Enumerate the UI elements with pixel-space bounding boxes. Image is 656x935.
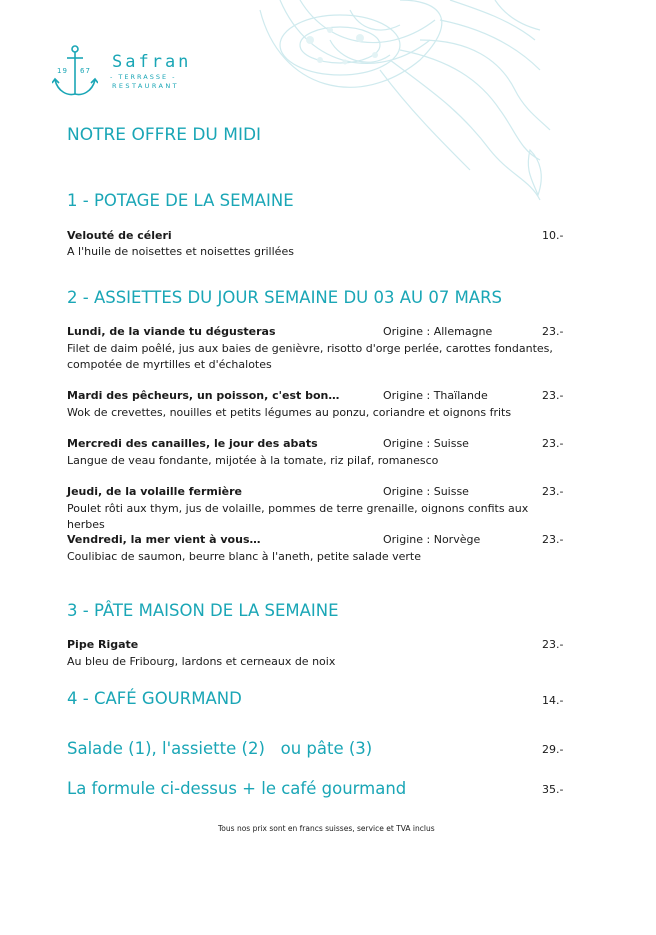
price-monday: 23.-	[542, 325, 564, 338]
dish-name-tuesday: Mardi des pêcheurs, un poisson, c'est bon…	[67, 389, 340, 402]
dish-name-wednesday: Mercredi des canailles, le jour des abats	[67, 437, 318, 450]
price-footnote: Tous nos prix sont en francs suisses, service et TVA inclus	[218, 824, 435, 833]
dish-desc-soup: A l'huile de noisettes et noisettes grillées	[67, 245, 294, 258]
dish-name-soup: Velouté de céleri	[67, 229, 172, 242]
section-title-daily-plates: 2 - ASSIETTES DU JOUR SEMAINE DU 03 AU 07 MARS	[67, 288, 503, 307]
origin-wednesday: Origine : Suisse	[383, 437, 469, 450]
origin-thursday: Origine : Suisse	[383, 485, 469, 498]
logo-year-left: 19	[57, 67, 68, 75]
dish-name-thursday: Jeudi, de la volaille fermière	[67, 485, 242, 498]
formula-menu: Salade (1), l'assiette (2) ou pâte (3)	[67, 739, 373, 758]
dish-desc-tuesday: Wok de crevettes, nouilles et petits légumes au ponzu, coriandre et oignons frits	[67, 406, 512, 419]
price-thursday: 23.-	[542, 485, 564, 498]
price-wednesday: 23.-	[542, 437, 564, 450]
logo-name: Safran	[112, 52, 192, 72]
formula-menu-with-coffee: La formule ci-dessus + le café gourmand	[67, 779, 407, 798]
dish-desc-monday: Filet de daim poêlé, jus aux baies de genièvre, risotto d'orge perlée, carottes fondantes, compotée de myrtilles et d'échalotes	[67, 342, 553, 371]
price-formula-menu: 29.-	[542, 743, 564, 756]
dish-desc-wednesday: Langue de veau fondante, mijotée à la tomate, riz pilaf, romanesco	[67, 454, 439, 467]
price-tuesday: 23.-	[542, 389, 564, 402]
dish-desc-friday: Coulibiac de saumon, beurre blanc à l'aneth, petite salade verte	[67, 550, 421, 563]
dish-desc-pasta: Au bleu de Fribourg, lardons et cerneaux de noix	[67, 655, 336, 668]
jellyfish-illustration	[240, 0, 560, 210]
logo-subtitle-restaurant: RESTAURANT	[112, 82, 179, 90]
price-pasta: 23.-	[542, 638, 564, 651]
price-coffee: 14.-	[542, 694, 564, 707]
price-friday: 23.-	[542, 533, 564, 546]
logo-year-right: 67	[80, 67, 91, 75]
dish-name-monday: Lundi, de la viande tu dégusteras	[67, 325, 276, 338]
origin-monday: Origine : Allemagne	[383, 325, 493, 338]
dish-desc-thursday: Poulet rôti aux thym, jus de volaille, pommes de terre grenaille, oignons confits aux herbes	[67, 502, 529, 531]
price-soup: 10.-	[542, 229, 564, 242]
section-title-coffee: 4 - CAFÉ GOURMAND	[67, 689, 242, 708]
logo-subtitle-terrasse: - TERRASSE -	[110, 73, 177, 81]
section-title-pasta: 3 - PÂTE MAISON DE LA SEMAINE	[67, 601, 339, 620]
origin-friday: Origine : Norvège	[383, 533, 481, 546]
dish-name-pasta: Pipe Rigate	[67, 638, 139, 651]
price-formula-with-coffee: 35.-	[542, 783, 564, 796]
section-title-soup: 1 - POTAGE DE LA SEMAINE	[67, 191, 294, 210]
origin-tuesday: Origine : Thaïlande	[383, 389, 488, 402]
dish-name-friday: Vendredi, la mer vient à vous…	[67, 533, 261, 546]
offer-title: NOTRE OFFRE DU MIDI	[67, 125, 262, 145]
